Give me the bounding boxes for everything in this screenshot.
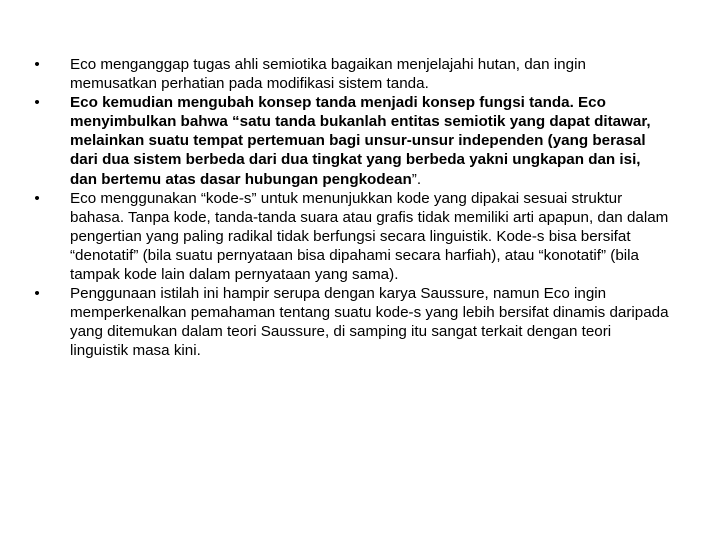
bullet-marker: • (34, 94, 40, 112)
bullet-bold-text: Eco kemudian mengubah konsep tanda menjadi konsep fungsi tanda. Eco menyimbulkan bahwa “satu tanda bukanlah entitas semiotik yang dapat ditawar, melainkan suatu tempat pertemuan bagi unsur-unsur independen (yang berasal dari dua sistem berbeda dari dua tingkat yang berbeda yakni ungkapan dan isi, dan bertemu atas dasar hubungan pengkodean (70, 94, 651, 188)
list-item (30, 189, 670, 284)
bullet-text: Eco menganggap tugas ahli semiotika bagaikan menjelajahi hutan, dan ingin memusatkan perhatian pada modifikasi sistem tanda. (70, 56, 586, 93)
bullet-text: Eco menggunakan “kode-s” untuk menunjukkan kode yang dipakai sesuai struktur bahasa. Tanpa kode, tanda-tanda suara atau grafis tidak memiliki arti apapun, dan dalam pengertian yang paling radikal tidak berfungsi secara linguistik. Kode-s bisa bersifat “denotatif” (bila suatu pernyataan bisa dipahami secara harfiah), atau “konotatif” (bila tampak kode lain dalam pernyataan yang sama). (70, 189, 669, 284)
bullet-list (30, 55, 670, 361)
bullet-marker: • (34, 285, 40, 303)
bullet-marker: • (34, 189, 40, 207)
bullet-marker: • (34, 56, 40, 73)
list-item (30, 55, 670, 93)
bullet-text (70, 93, 670, 188)
bullet-text: Penggunaan istilah ini hampir serupa dengan karya Saussure, namun Eco ingin memperkenalkan pemahaman tentang suatu kode-s yang lebih bersifat dinamis daripada yang ditemukan dalam teori Saussure, di samping itu sangat terkait dengan teori linguistik masa kini. (70, 285, 669, 360)
list-item (30, 284, 670, 360)
bullet-trailing-text: ”. (411, 170, 422, 188)
list-item (30, 93, 670, 188)
